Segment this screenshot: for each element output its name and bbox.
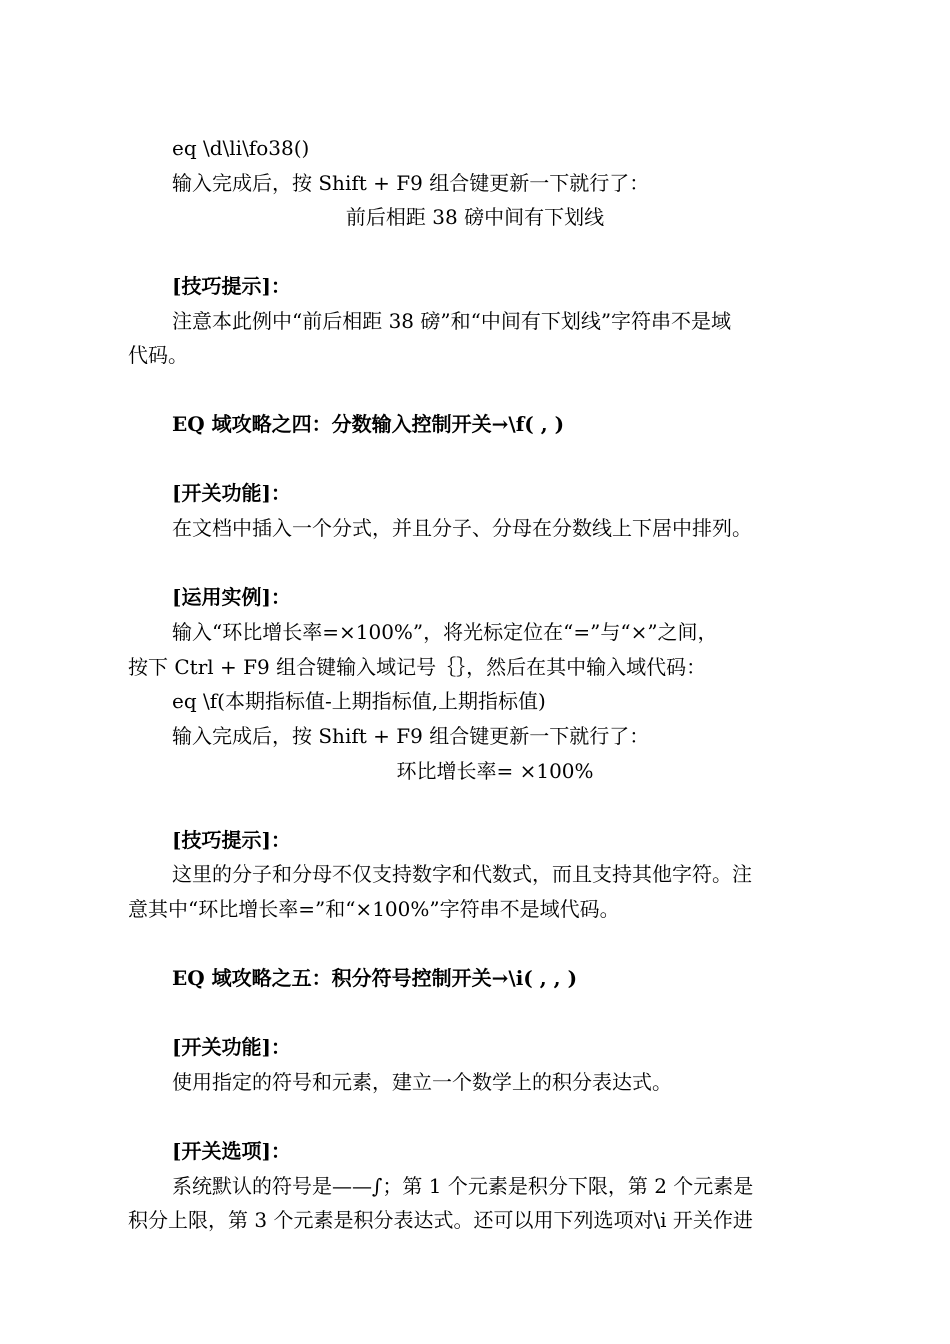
result-line: 前后相距 38 磅中间有下划线 bbox=[345, 205, 605, 229]
tip-heading: [技巧提示]： bbox=[172, 274, 291, 298]
paragraph-line: 系统默认的符号是——∫；第 1 个元素是积分下限，第 2 个元素是 bbox=[172, 1174, 754, 1198]
paragraph-line: 积分上限，第 3 个元素是积分表达式。还可以用下列选项对\i 开关作进 bbox=[128, 1208, 753, 1232]
paragraph-line: 这里的分子和分母不仅支持数字和代数式，而且支持其他字符。注 bbox=[172, 862, 752, 886]
field-code-line: eq \f(本期指标值-上期指标值,上期指标值) bbox=[172, 689, 546, 713]
instruction-line: 输入完成后，按 Shift + F9 组合键更新一下就行了： bbox=[172, 171, 650, 195]
function-heading: [开关功能]： bbox=[172, 481, 291, 505]
result-line: 环比增长率= ×100% bbox=[396, 759, 594, 783]
paragraph-line: 在文档中插入一个分式，并且分子、分母在分数线上下居中排列。 bbox=[172, 516, 752, 540]
example-heading: [运用实例]： bbox=[172, 585, 291, 609]
field-code-line: eq \d\li\fo38() bbox=[172, 136, 310, 160]
paragraph-line: 输入“环比增长率=×100%”，将光标定位在“=”与“×”之间， bbox=[172, 620, 718, 644]
paragraph-line: 意其中“环比增长率=”和“×100%”字符串不是域代码。 bbox=[128, 897, 620, 921]
instruction-line: 输入完成后，按 Shift + F9 组合键更新一下就行了： bbox=[172, 724, 650, 748]
paragraph-line: 代码。 bbox=[128, 343, 188, 367]
section-title: EQ 域攻略之五：积分符号控制开关→\i( , , ) bbox=[172, 966, 578, 990]
paragraph-line: 按下 Ctrl + F9 组合键输入域记号｛｝，然后在其中输入域代码： bbox=[128, 655, 707, 679]
paragraph-line: 注意本此例中“前后相距 38 磅”和“中间有下划线”字符串不是域 bbox=[172, 309, 732, 333]
function-heading: [开关功能]： bbox=[172, 1035, 291, 1059]
tip-heading: [技巧提示]： bbox=[172, 828, 291, 852]
options-heading: [开关选项]： bbox=[172, 1139, 291, 1163]
paragraph-line: 使用指定的符号和元素，建立一个数学上的积分表达式。 bbox=[172, 1070, 672, 1094]
section-title: EQ 域攻略之四：分数输入控制开关→\f( , ) bbox=[172, 412, 565, 436]
